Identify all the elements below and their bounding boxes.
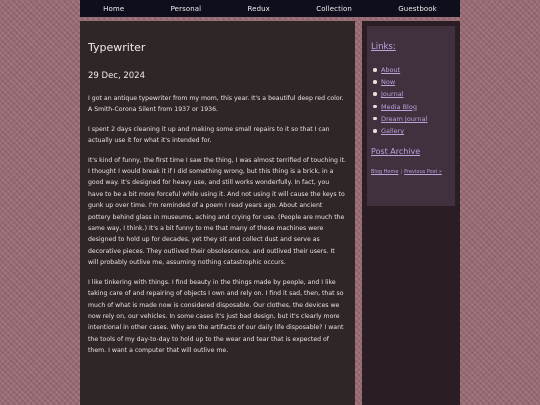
sidebar [362, 21, 460, 405]
list-item [381, 64, 455, 76]
post-body [88, 93, 346, 357]
nav-redux-link[interactable]: Redux [247, 4, 270, 13]
sidebar-links-box [367, 26, 455, 206]
post-paragraph: I spent 2 days cleaning it up and making some small repairs to it so that I can actually use it for what it's intended for. [88, 125, 330, 145]
nav-home-link[interactable]: Home [103, 4, 125, 13]
previous-post-link[interactable]: Previous Post » [404, 169, 442, 176]
sidebar-link-now[interactable]: Now [381, 78, 396, 87]
post-archive-link[interactable]: Post Archive [371, 147, 421, 157]
list-item [381, 76, 455, 88]
sidebar-link-media-blog[interactable]: Media Blog [381, 102, 417, 111]
blog-home-link[interactable]: Blog Home [371, 169, 399, 176]
post-pager [371, 169, 455, 175]
sidebar-link-journal[interactable]: Journal [381, 90, 404, 99]
blog-post [80, 21, 355, 405]
sidebar-heading: Links: [371, 42, 396, 52]
list-item [381, 88, 455, 100]
nav-collection-link[interactable]: Collection [316, 4, 352, 13]
post-date: 29 Dec, 2024 [88, 71, 146, 81]
sidebar-link-list [371, 64, 455, 137]
post-title: Typewriter [88, 41, 146, 54]
top-nav [80, 0, 460, 17]
pager-separator: | [400, 169, 403, 176]
list-item [381, 125, 455, 137]
sidebar-link-about[interactable]: About [381, 66, 401, 74]
sidebar-link-dream-journal[interactable]: Dream Journal [381, 114, 428, 123]
post-paragraph: I got an antique typewriter from my mom, this year. It's a beautiful deep red color. A Smith-Corona Silent from 1937 or 1936. [88, 95, 344, 114]
list-item [381, 113, 455, 125]
nav-personal-link[interactable]: Personal [170, 4, 202, 13]
post-paragraph: I like tinkering with things. I find beauty in the things made by people, and I like taking care of and repairing of objects I own and rely on. I find it sad, then, that so much of what is made now is considered disposable. Our clothes, the devices we now rely on, our vehicles. In some cases it's just bad design, but it's clearly more intentional in other cases. Why are the artifacts of our daily life disposable? I want the tools of my day-to-day to hold up to the wear and tear that is expected of them. I want a computer that will outlive me. [88, 278, 344, 355]
post-paragraph: It's kind of funny, the first time I saw the thing, I was almost terrified of touching it. I thought I would break it if I did something wrong, but this thing is a brick, in a good way. It's designed for heavy use, and still works wonderfully. In fact, you have to be a bit more forceful while using it. And not using it will cause the keys to gunk up over time. I'm reminded of a poem I read years ago. About ancient pottery behind glass in museums, aching and crying for use. (People are much the same way, I think.) It's a bit funny to me that many of these machines were designed to hold up for decades, yet they sit and collect dust and serve as decorative pieces. They outlived their obsolescence, and outlived their users. It will probably outlive me, assuming nothing catastrophic occurs. [88, 156, 346, 267]
nav-guestbook-link[interactable]: Guestbook [398, 4, 437, 13]
sidebar-link-gallery[interactable]: Gallery [381, 127, 405, 136]
list-item [381, 101, 455, 113]
